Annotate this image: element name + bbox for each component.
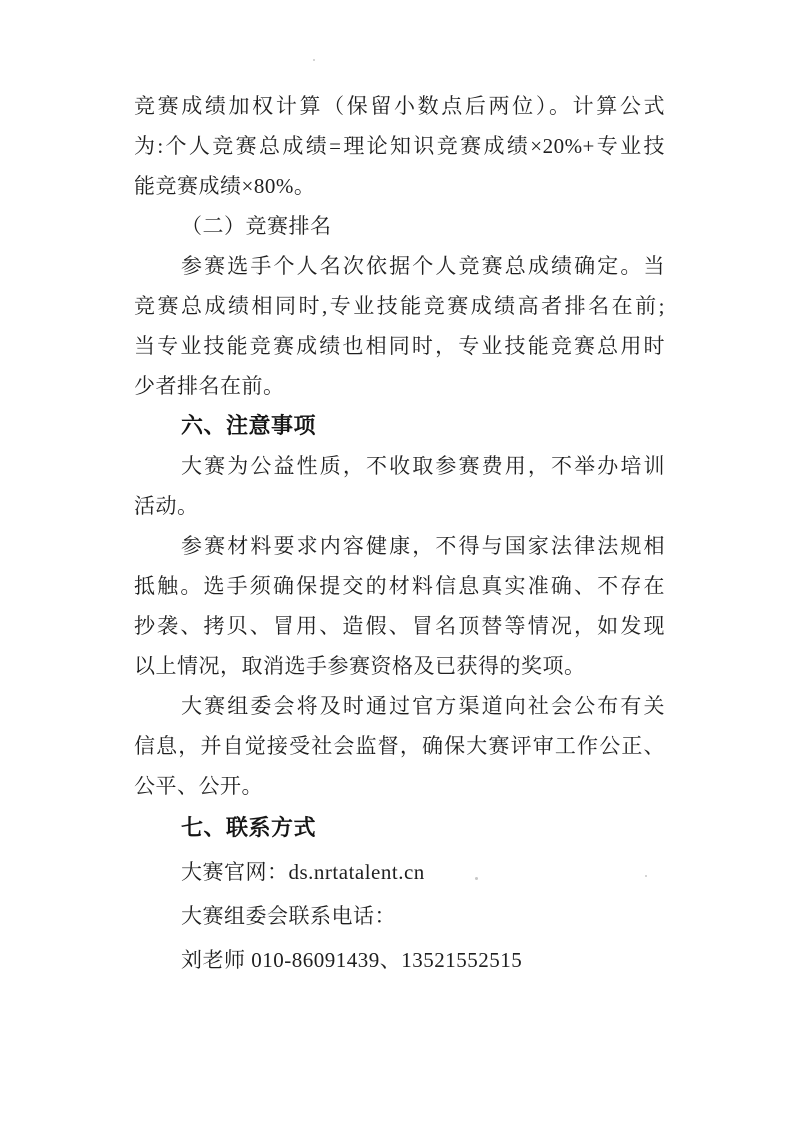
phone-line: 刘老师 010-86091439、13521552515 bbox=[181, 948, 523, 972]
body-line: 参赛材料要求内容健康，不得与国家法律法规相 bbox=[181, 534, 665, 558]
body-line: 少者排名在前。 bbox=[134, 374, 285, 398]
body-line: 竞赛总成绩相同时,专业技能竞赛成绩高者排名在前; bbox=[134, 294, 665, 318]
body-line: 公平、公开。 bbox=[134, 774, 263, 798]
contact-label-line: 大赛组委会联系电话： bbox=[181, 904, 396, 928]
section-heading-7: 七、联系方式 bbox=[181, 815, 317, 840]
website-line: 大赛官网：ds.nrtatalent.cn bbox=[181, 860, 425, 884]
formula-line: 能竞赛成绩×80%。 bbox=[134, 174, 316, 198]
document-text bbox=[134, 86, 665, 982]
body-line: 当专业技能竞赛成绩也相同时，专业技能竞赛总用时 bbox=[134, 334, 665, 358]
body-line: 信息，并自觉接受社会监督，确保大赛评审工作公正、 bbox=[134, 734, 665, 758]
body-line: 抄袭、拷贝、冒用、造假、冒名顶替等情况，如发现 bbox=[134, 614, 665, 638]
body-line: 竞赛成绩加权计算（保留小数点后两位）。计算公式 bbox=[134, 94, 665, 118]
scan-speck bbox=[645, 875, 647, 877]
section-heading-6: 六、注意事项 bbox=[181, 413, 317, 438]
body-line: 活动。 bbox=[134, 494, 199, 518]
scan-speck bbox=[313, 59, 315, 61]
body-line: 大赛为公益性质，不收取参赛费用，不举办培训 bbox=[181, 454, 665, 478]
body-line: 以上情况，取消选手参赛资格及已获得的奖项。 bbox=[134, 654, 586, 678]
subsection-heading: （二）竞赛排名 bbox=[181, 214, 332, 238]
formula-line: 为:个人竞赛总成绩=理论知识竞赛成绩×20%+专业技 bbox=[134, 134, 665, 158]
scan-speck bbox=[475, 877, 478, 880]
body-line: 参赛选手个人名次依据个人竞赛总成绩确定。当 bbox=[181, 254, 665, 278]
body-line: 大赛组委会将及时通过官方渠道向社会公布有关 bbox=[181, 694, 665, 718]
body-line: 抵触。选手须确保提交的材料信息真实准确、不存在 bbox=[134, 574, 665, 598]
